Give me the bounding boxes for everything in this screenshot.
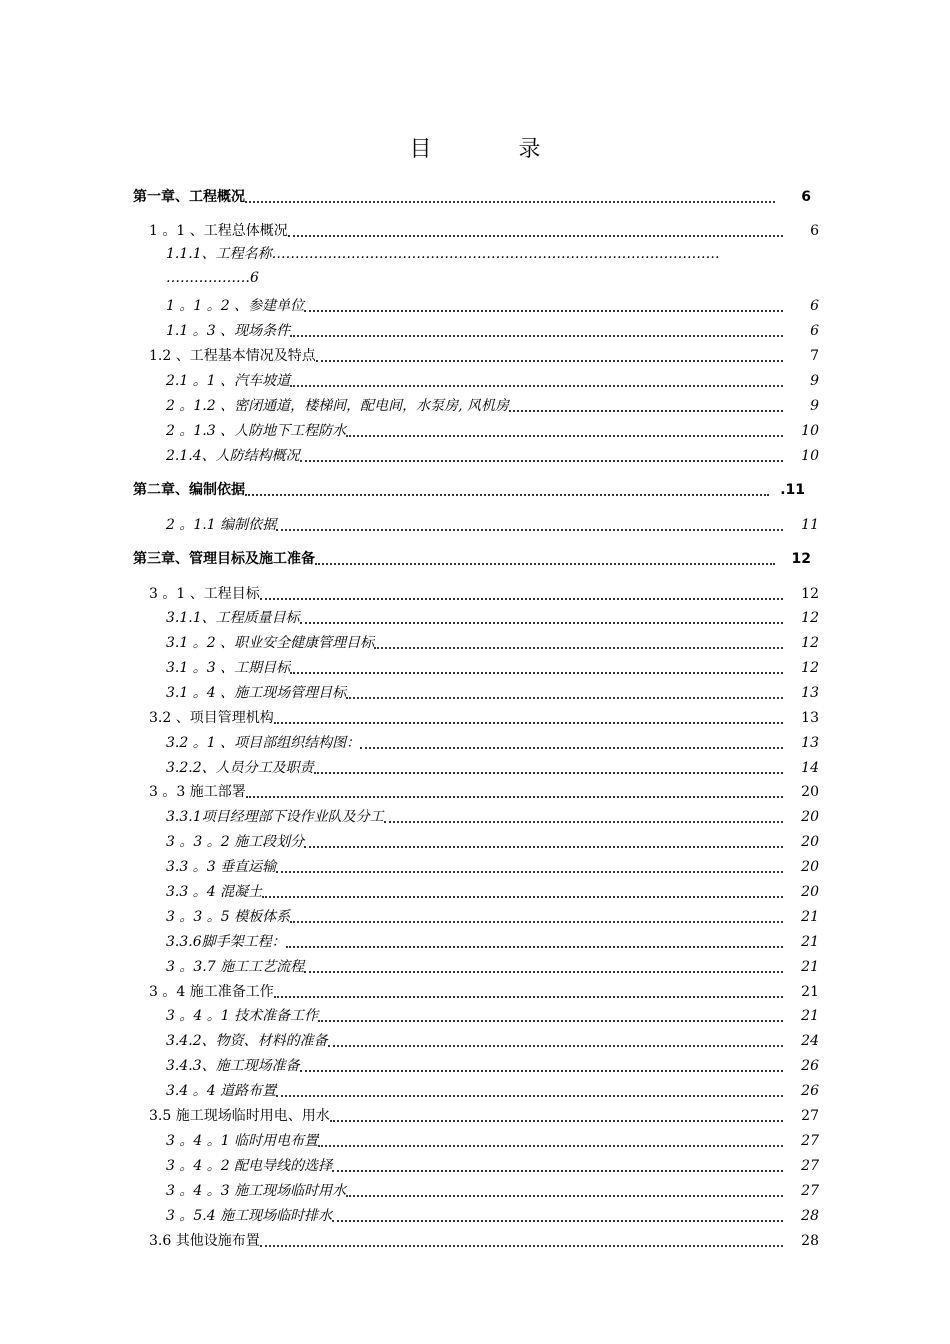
toc-entry[interactable] xyxy=(166,393,819,415)
toc-label: 第二章、编制依据 xyxy=(133,482,245,498)
leader-dots xyxy=(374,635,783,649)
toc-entry[interactable] xyxy=(166,1028,819,1050)
leader-dots xyxy=(300,610,783,624)
toc-label: 3.1 。2 、职业安全健康管理目标 xyxy=(166,635,375,651)
leader-dots xyxy=(304,959,783,973)
toc-entry-chapter-1[interactable] xyxy=(133,184,811,206)
toc-page: 20 xyxy=(801,834,819,850)
toc-label: 3.4 。4 道路布置 xyxy=(166,1083,277,1099)
leader-dots xyxy=(274,984,783,998)
toc-page: 10 xyxy=(801,448,819,464)
toc-page: 21 xyxy=(801,934,819,950)
toc-label: 3 。4 。2 配电导线的选择 xyxy=(166,1158,333,1174)
toc-entry[interactable] xyxy=(166,630,819,652)
toc-page: 12 xyxy=(801,635,819,651)
toc-label: 3 。1 、工程目标 xyxy=(149,586,260,602)
toc-entry[interactable] xyxy=(166,829,819,851)
toc-label: 2.1.4、人防结构概况 xyxy=(166,448,300,464)
toc-entry-chapter-2[interactable] xyxy=(133,477,805,499)
toc-label: 3.3 。3 垂直运输 xyxy=(166,859,277,875)
toc-label: 3.3.6脚手架工程： xyxy=(166,934,286,950)
toc-page: .11 xyxy=(780,482,805,498)
toc-page: 6 xyxy=(250,270,259,286)
leader-dots xyxy=(346,423,783,437)
toc-label: 3.1 。4 、施工现场管理目标 xyxy=(166,685,347,701)
toc-label: 3 。4 。1 临时用电布置 xyxy=(166,1133,319,1149)
toc-entry[interactable] xyxy=(166,1153,819,1175)
leader-dots xyxy=(315,551,775,565)
toc-page: 12 xyxy=(801,660,819,676)
leader-dots xyxy=(304,298,783,312)
toc-entry[interactable] xyxy=(166,512,819,534)
toc-page: 26 xyxy=(801,1083,819,1099)
toc-label: 3.5 施工现场临时用电、用水 xyxy=(149,1108,330,1124)
leader-dots xyxy=(300,448,783,462)
toc-page: 27 xyxy=(801,1183,819,1199)
toc-label: 1 。1 。2 、参建单位 xyxy=(166,298,305,314)
toc-label: 3 。5.4 施工现场临时排水 xyxy=(166,1208,333,1224)
toc-entry[interactable] xyxy=(166,1003,819,1025)
leader-dots xyxy=(304,834,783,848)
leader-dots xyxy=(246,784,783,798)
toc-entry[interactable] xyxy=(166,929,819,951)
leader-dots xyxy=(360,735,783,749)
leader-dots xyxy=(276,517,783,531)
leader-dots xyxy=(300,1058,783,1072)
toc-page: 28 xyxy=(801,1208,819,1224)
toc-entry[interactable] xyxy=(149,705,819,727)
toc-page: 28 xyxy=(801,1233,819,1249)
toc-entry[interactable] xyxy=(166,1128,819,1150)
toc-page: 21 xyxy=(801,959,819,975)
leader-dots xyxy=(316,348,783,362)
toc-entry[interactable] xyxy=(149,1103,819,1125)
toc-label: 3 。4 施工准备工作 xyxy=(149,984,274,1000)
toc-entry[interactable] xyxy=(166,1053,819,1075)
toc-label: 3.4.2、物资、材料的准备 xyxy=(166,1033,328,1049)
toc-entry[interactable] xyxy=(166,605,819,627)
leader-dots xyxy=(346,1183,783,1197)
toc-label: 3.2 。1 、项目部组织结构图： xyxy=(166,735,361,751)
leader-dots xyxy=(318,1008,783,1022)
toc-page: 14 xyxy=(801,760,819,776)
leader-dots xyxy=(276,1083,783,1097)
leader-dots xyxy=(245,189,775,203)
leader-dots xyxy=(290,373,783,387)
toc-page: 10 xyxy=(801,423,819,439)
leader-dots xyxy=(262,884,783,898)
toc-page: 20 xyxy=(801,784,819,800)
leader-dots xyxy=(330,1108,783,1122)
toc-wrap-line-2 xyxy=(166,266,821,290)
leader-dots xyxy=(274,710,783,724)
toc-entry[interactable] xyxy=(149,343,819,365)
toc-page: 27 xyxy=(801,1133,819,1149)
toc-page: 26 xyxy=(801,1058,819,1074)
toc-page: 27 xyxy=(801,1158,819,1174)
toc-label: 2.1 。1 、汽车坡道 xyxy=(166,373,291,389)
toc-entry[interactable] xyxy=(166,755,819,777)
toc-label: 3 。3.7 施工工艺流程 xyxy=(166,959,305,975)
toc-page: 9 xyxy=(810,398,819,414)
leader-dots xyxy=(332,1208,783,1222)
toc-entry[interactable] xyxy=(166,804,819,826)
leader-dots xyxy=(384,809,783,823)
toc-page: 27 xyxy=(801,1108,819,1124)
leader-dots xyxy=(509,398,783,412)
leader-dots xyxy=(290,909,783,923)
toc-entry[interactable] xyxy=(166,680,819,702)
toc-entry[interactable] xyxy=(149,979,819,1001)
leader-dots xyxy=(245,482,769,496)
toc-page: 6 xyxy=(801,189,811,205)
toc-label: 第三章、管理目标及施工准备 xyxy=(133,551,315,567)
toc-page: 6 xyxy=(810,298,819,314)
toc-label: 1.1.1、工程名称 xyxy=(166,246,272,262)
toc-entry[interactable] xyxy=(149,779,819,801)
toc-entry[interactable] xyxy=(166,879,819,901)
leader-dots xyxy=(260,1233,783,1247)
toc-page: 20 xyxy=(801,859,819,875)
toc-entry[interactable] xyxy=(166,655,819,677)
toc-page: 11 xyxy=(801,517,819,533)
toc-label: 3 。3 。5 模板体系 xyxy=(166,909,291,925)
toc-label: 3 。3 施工部署 xyxy=(149,784,246,800)
leader-dots: ……………… xyxy=(166,270,250,286)
toc-label: 3.3.1项目经理部下设作业队及分工 xyxy=(166,809,384,825)
leader-dots xyxy=(290,660,783,674)
toc-page: 13 xyxy=(801,735,819,751)
toc-page: 21 xyxy=(801,984,819,1000)
toc-label: 3 。4 。3 施工现场临时用水 xyxy=(166,1183,347,1199)
leader-dots xyxy=(288,223,783,237)
leader-dots xyxy=(276,859,783,873)
toc-label: 3.1.1、工程质量目标 xyxy=(166,610,300,626)
leader-dots xyxy=(290,323,783,337)
toc-entry[interactable] xyxy=(166,318,819,340)
toc-entry[interactable] xyxy=(166,418,819,440)
leader-dots xyxy=(260,586,783,600)
toc-entry[interactable] xyxy=(166,854,819,876)
toc-entry[interactable] xyxy=(166,904,819,926)
toc-label: 3.2.2、人员分工及职责 xyxy=(166,760,314,776)
toc-page: 9 xyxy=(810,373,819,389)
toc-label: 第一章、工程概况 xyxy=(133,189,245,205)
toc-label: 3.1 。3 、工期目标 xyxy=(166,660,291,676)
leader-dots xyxy=(314,760,783,774)
toc-page: 21 xyxy=(801,1008,819,1024)
toc-page: 12 xyxy=(801,586,819,602)
page-title: 目 录 xyxy=(409,137,581,162)
toc-wrap-line-1 xyxy=(166,242,821,266)
toc-page: 13 xyxy=(801,710,819,726)
toc-page: 6 xyxy=(810,223,819,239)
toc-entry[interactable] xyxy=(149,581,819,603)
toc-entry[interactable] xyxy=(166,954,819,976)
toc-page: 12 xyxy=(801,610,819,626)
toc-page: 12 xyxy=(791,551,811,567)
toc-label: 3.6 其他设施布置 xyxy=(149,1233,260,1249)
toc-entry[interactable] xyxy=(149,218,819,240)
toc-label: 1.1 。3 、现场条件 xyxy=(166,323,291,339)
toc-label: 1 。1 、工程总体概况 xyxy=(149,223,288,239)
toc-entry[interactable] xyxy=(149,1228,819,1250)
toc-label: 3.4.3、施工现场准备 xyxy=(166,1058,300,1074)
toc-label: 3.3 。4 混凝土 xyxy=(166,884,263,900)
toc-label: 2 。1.3 、人防地下工程防水 xyxy=(166,423,347,439)
toc-page: 7 xyxy=(810,348,819,364)
toc-label: 3.2 、项目管理机构 xyxy=(149,710,274,726)
toc-page: 20 xyxy=(801,884,819,900)
toc-entry[interactable] xyxy=(166,443,819,465)
toc-label: 3 。4 。1 技术准备工作 xyxy=(166,1008,319,1024)
toc-entry[interactable] xyxy=(166,730,819,752)
toc-entry-chapter-3[interactable] xyxy=(133,546,811,568)
toc-label: 2 。1.1 编制依据 xyxy=(166,517,277,533)
toc-entry[interactable] xyxy=(166,1078,819,1100)
leader-dots: …………………………………………………………………………………… xyxy=(271,246,720,262)
toc-page: 13 xyxy=(801,685,819,701)
leader-dots xyxy=(328,1033,783,1047)
toc-page: 20 xyxy=(801,809,819,825)
toc-page: 6 xyxy=(810,323,819,339)
toc-entry[interactable] xyxy=(166,293,819,315)
toc-entry[interactable] xyxy=(166,368,819,390)
leader-dots xyxy=(346,685,783,699)
leader-dots xyxy=(332,1158,783,1172)
leader-dots xyxy=(286,934,783,948)
toc-entry[interactable] xyxy=(166,1178,819,1200)
toc-label: 1.2 、工程基本情况及特点 xyxy=(149,348,316,364)
toc-label: 2 。1.2 、密闭通道，楼梯间，配电间，水泵房, 风机房 xyxy=(166,398,509,414)
toc-label: 3 。3 。2 施工段划分 xyxy=(166,834,305,850)
toc-entry-wrapped[interactable] xyxy=(166,242,821,290)
leader-dots xyxy=(318,1133,783,1147)
toc-page: 21 xyxy=(801,909,819,925)
toc-page: 24 xyxy=(801,1033,819,1049)
toc-entry[interactable] xyxy=(166,1203,819,1225)
